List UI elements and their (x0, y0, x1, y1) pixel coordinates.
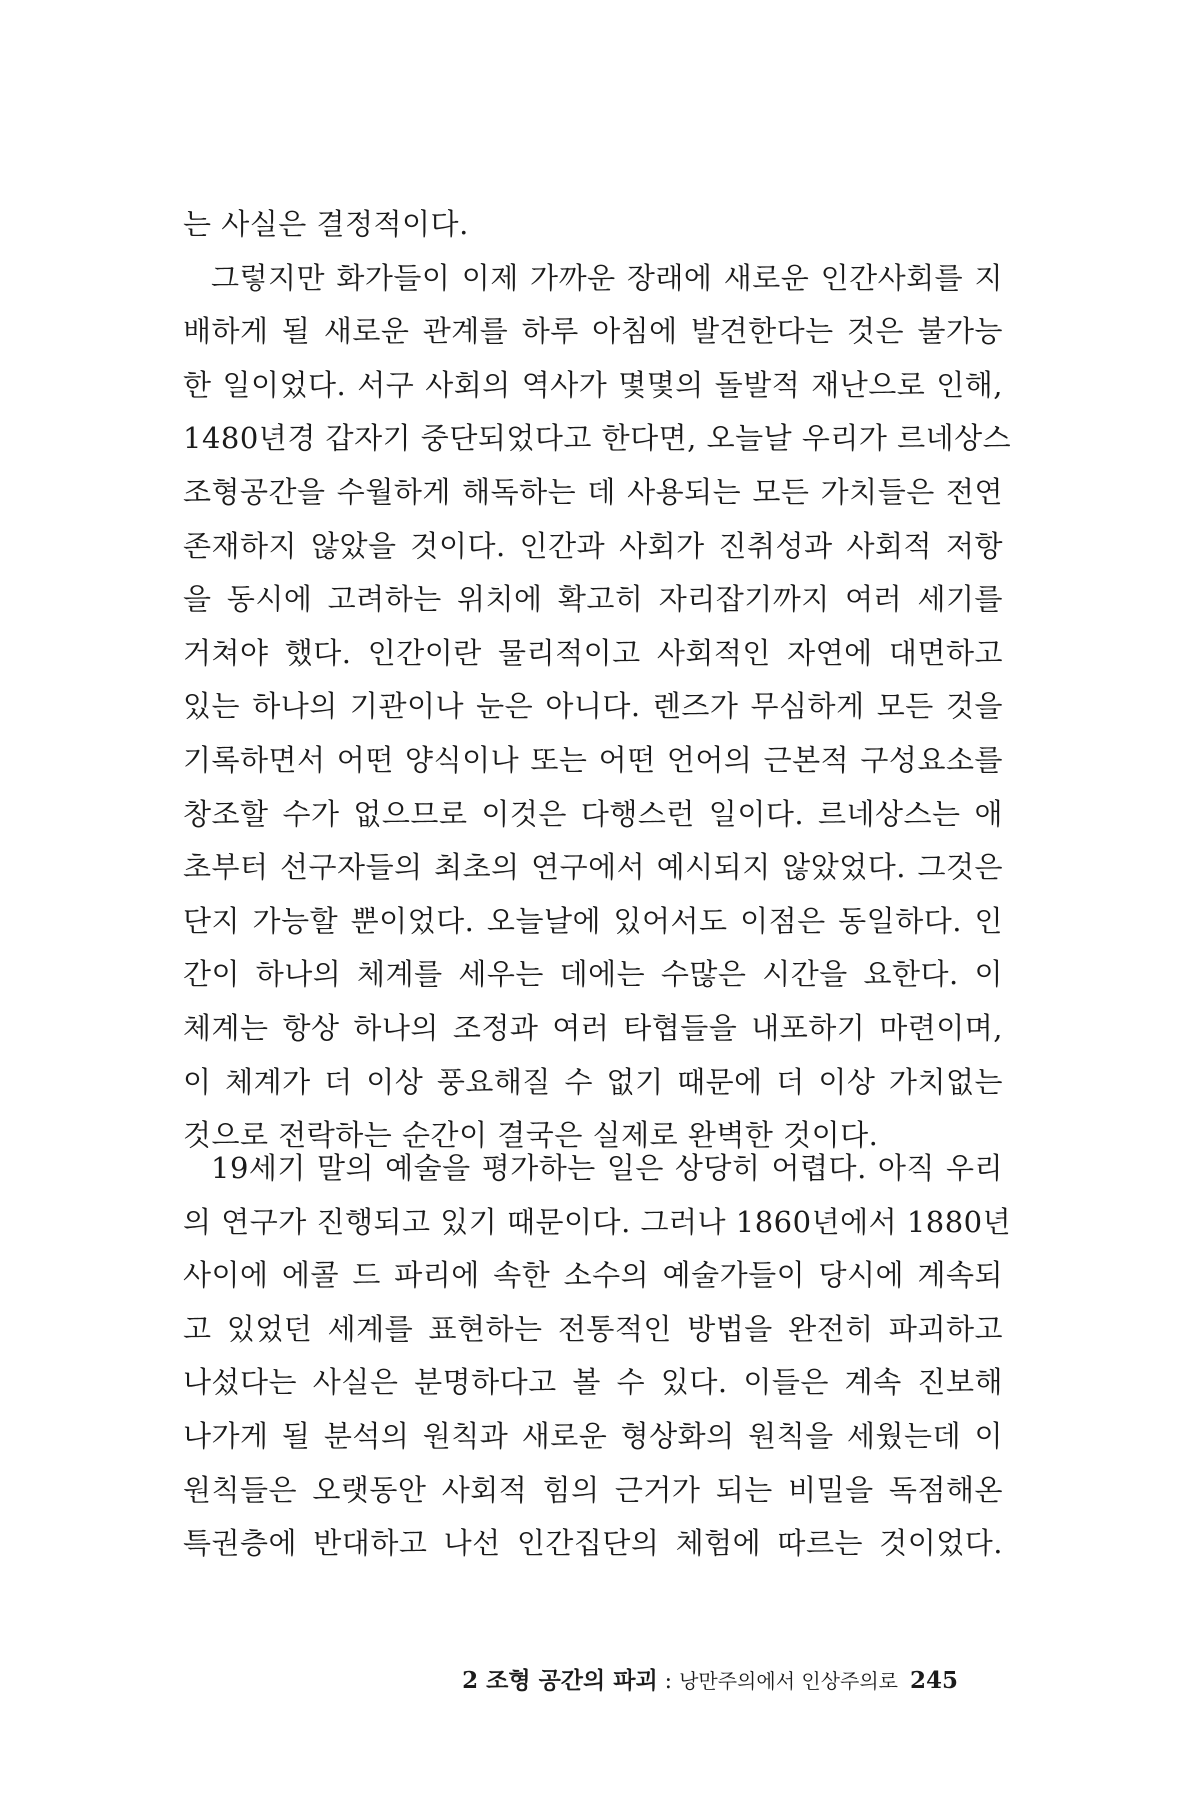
text-line: 특권층에 반대하고 나선 인간집단의 체험에 따르는 것이었다. (183, 1526, 1003, 1561)
text-line: 의 연구가 진행되고 있기 때문이다. 그러나 1860년에서 1880년 (183, 1204, 1012, 1239)
body-paragraph-2 (183, 1142, 1012, 1571)
text-line: 고 있었던 세계를 표현하는 전통적인 방법을 완전히 파괴하고 (183, 1311, 1003, 1346)
text-line: 조형공간을 수월하게 해독하는 데 사용되는 모든 가치들은 전연 (183, 474, 1003, 509)
chapter-title: 2 조형 공간의 파괴 (462, 1667, 658, 1694)
text-line: 이 체계가 더 이상 풍요해질 수 없기 때문에 더 이상 가치없는 (183, 1064, 1003, 1099)
text-line: 19세기 말의 예술을 평가하는 일은 상당히 어렵다. 아직 우리 (211, 1151, 1003, 1185)
text-line: 을 동시에 고려하는 위치에 확고히 자리잡기까지 여러 세기를 (183, 582, 1003, 617)
text-line: 있는 하나의 기관이나 눈은 아니다. 렌즈가 무심하게 모든 것을 (183, 689, 1003, 724)
text-line: 사이에 에콜 드 파리에 속한 소수의 예술가들이 당시에 계속되 (183, 1258, 1003, 1293)
text-line: 것으로 전락하는 순간이 결국은 실제로 완벽한 것이다. (183, 1118, 879, 1153)
text-line: 원칙들은 오랫동안 사회적 힘의 근거가 되는 비밀을 독점해온 (183, 1472, 1003, 1507)
text-line: 그렇지만 화가들이 이제 가까운 장래에 새로운 인간사회를 지 (211, 260, 1003, 295)
body-paragraph-1 (183, 198, 1012, 1163)
text-line: 초부터 선구자들의 최초의 연구에서 예시되지 않았었다. 그것은 (183, 850, 1003, 885)
running-footer (0, 1662, 958, 1695)
text-line: 단지 가능할 뿐이었다. 오늘날에 있어서도 이점은 동일하다. 인 (183, 903, 1003, 938)
text-line: 기록하면서 어떤 양식이나 또는 어떤 언어의 근본적 구성요소를 (183, 742, 1003, 777)
text-line: 1480년경 갑자기 중단되었다고 한다면, 오늘날 우리가 르네상스 (183, 421, 1012, 456)
text-line: 체계는 항상 하나의 조정과 여러 타협들을 내포하기 마련이며, (183, 1010, 1003, 1045)
text-line: 존재하지 않았을 것이다. 인간과 사회가 진취성과 사회적 저항 (183, 528, 1003, 563)
page-number: 245 (909, 1667, 958, 1694)
footer-separator: : (657, 1669, 680, 1694)
text-line: 나가게 될 분석의 원칙과 새로운 형상화의 원칙을 세웠는데 이 (183, 1418, 1003, 1453)
text-line: 나섰다는 사실은 분명하다고 볼 수 있다. 이들은 계속 진보해 (183, 1365, 1003, 1400)
text-line: 는 사실은 결정적이다. (183, 207, 469, 241)
text-line: 창조할 수가 없으므로 이것은 다행스런 일이다. 르네상스는 애 (183, 796, 1003, 831)
text-line: 간이 하나의 체계를 세우는 데에는 수많은 시간을 요한다. 이 (183, 957, 1003, 992)
chapter-subtitle: 낭만주의에서 인상주의로 (679, 1669, 898, 1693)
text-line: 거쳐야 했다. 인간이란 물리적이고 사회적인 자연에 대면하고 (183, 635, 1003, 670)
text-line: 한 일이었다. 서구 사회의 역사가 몇몇의 돌발적 재난으로 인해, (183, 367, 1003, 402)
text-line: 배하게 될 새로운 관계를 하루 아침에 발견한다는 것은 불가능 (183, 314, 1003, 349)
